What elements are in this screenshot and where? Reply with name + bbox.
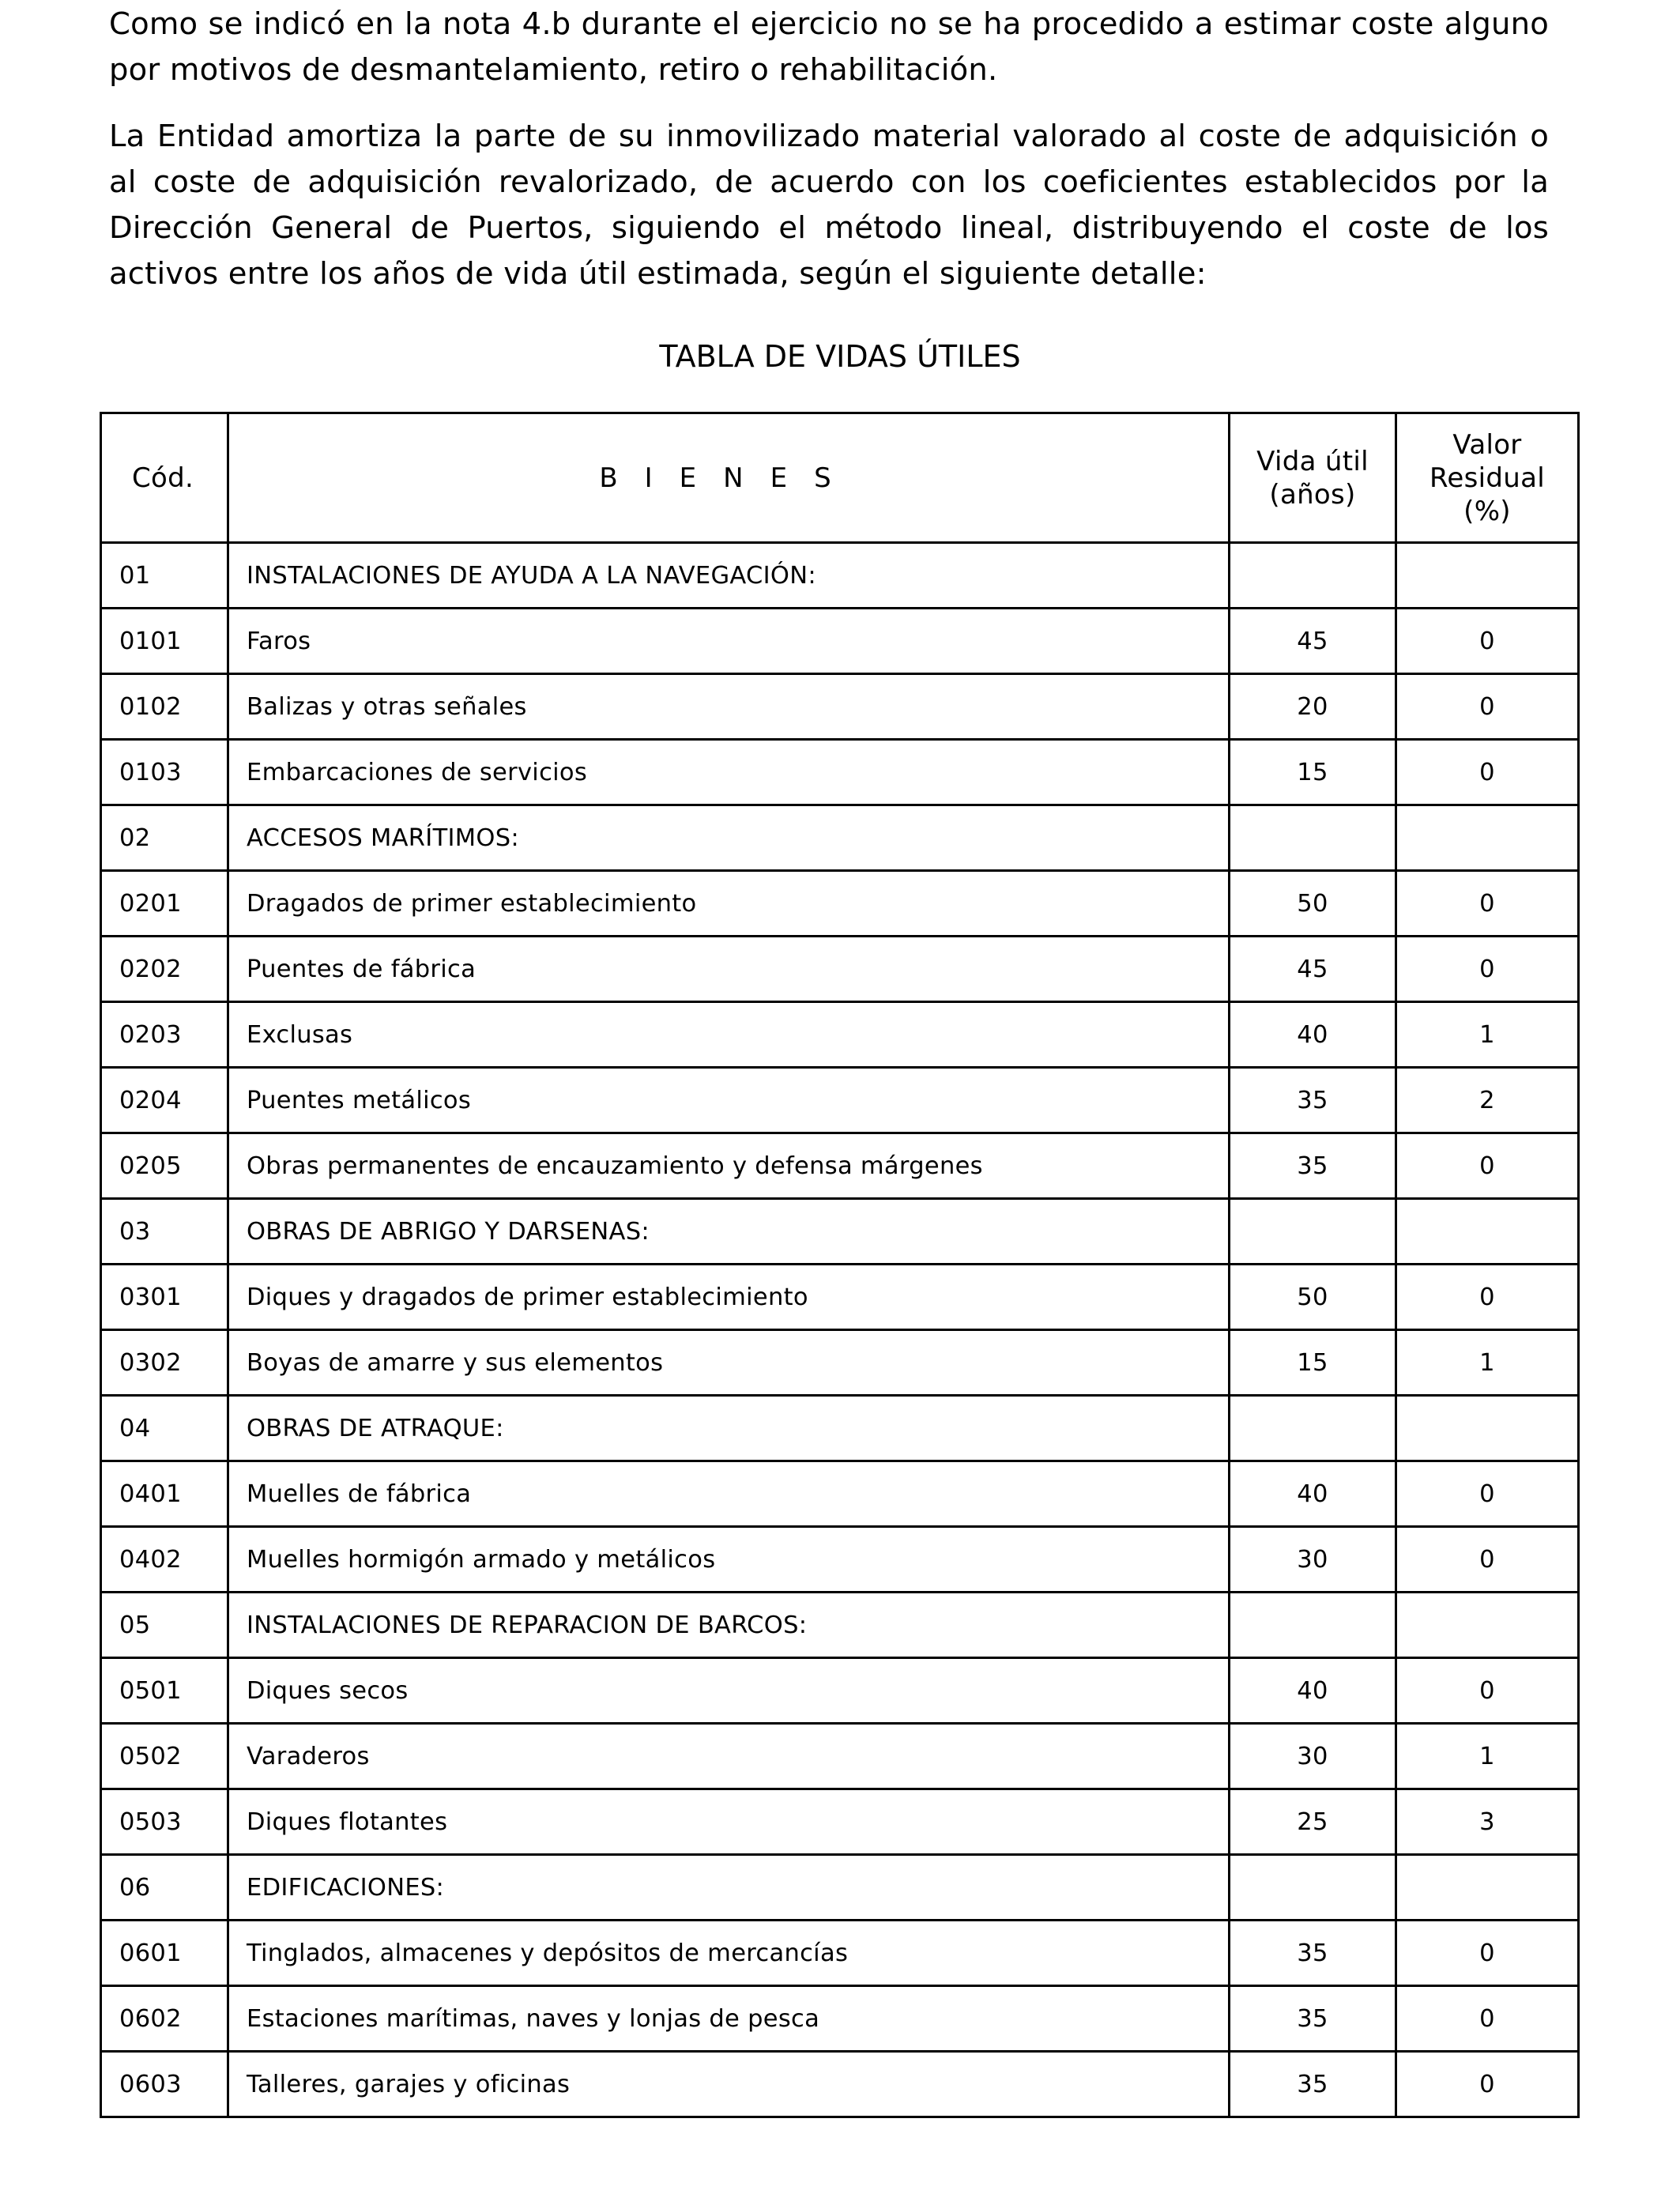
cell-bien: Exclusas (228, 1002, 1230, 1068)
header-bienes: BIENES (228, 413, 1230, 543)
cell-vida-util: 30 (1230, 1527, 1396, 1593)
cell-vida-util: 20 (1230, 674, 1396, 740)
cell-vida-util (1230, 805, 1396, 871)
table-row (101, 1265, 1579, 1330)
cell-vida-util: 45 (1230, 937, 1396, 1002)
cell-valor-residual: 0 (1396, 609, 1579, 674)
cell-bien: INSTALACIONES DE AYUDA A LA NAVEGACIÓN: (228, 543, 1230, 609)
table-row (101, 1658, 1579, 1724)
cell-cod: 01 (101, 543, 228, 609)
cell-bien: OBRAS DE ATRAQUE: (228, 1396, 1230, 1461)
cell-bien: Puentes de fábrica (228, 937, 1230, 1002)
cell-cod: 0203 (101, 1002, 228, 1068)
header-cod: Cód. (101, 413, 228, 543)
cell-bien: Balizas y otras señales (228, 674, 1230, 740)
table-row (101, 740, 1579, 805)
cell-cod: 0205 (101, 1133, 228, 1199)
cell-valor-residual (1396, 1855, 1579, 1921)
cell-valor-residual: 1 (1396, 1724, 1579, 1789)
table-row (101, 1133, 1579, 1199)
cell-cod: 0501 (101, 1658, 228, 1724)
table-row (101, 543, 1579, 609)
cell-bien: Obras permanentes de encauzamiento y defensa márgenes (228, 1133, 1230, 1199)
cell-cod: 0601 (101, 1921, 228, 1986)
cell-valor-residual (1396, 805, 1579, 871)
cell-bien: Puentes metálicos (228, 1068, 1230, 1133)
cell-vida-util: 35 (1230, 1921, 1396, 1986)
cell-valor-residual (1396, 1199, 1579, 1265)
cell-cod: 0401 (101, 1461, 228, 1527)
table-row (101, 2052, 1579, 2117)
table-title: TABLA DE VIDAS ÚTILES (659, 339, 1021, 374)
table-row (101, 1986, 1579, 2052)
cell-cod: 0201 (101, 871, 228, 937)
cell-valor-residual (1396, 543, 1579, 609)
table-row (101, 937, 1579, 1002)
cell-cod: 0301 (101, 1265, 228, 1330)
table-row (101, 1527, 1579, 1593)
paragraph-amortizacion: La Entidad amortiza la parte de su inmovilizado material valorado al coste de adquisición o al coste de adquisición revalorizado, de acuerdo con los coeficientes establecidos por la Dirección General de Puertos, siguiendo el método lineal, distribuyendo el coste de los activos entre los años de vida útil estimada, según el siguiente detalle: (109, 119, 1549, 292)
cell-bien: Tinglados, almacenes y depósitos de mercancías (228, 1921, 1230, 1986)
table-row (101, 609, 1579, 674)
cell-cod: 03 (101, 1199, 228, 1265)
cell-valor-residual: 0 (1396, 1265, 1579, 1330)
cell-bien: Diques y dragados de primer establecimiento (228, 1265, 1230, 1330)
cell-cod: 0502 (101, 1724, 228, 1789)
header-vida-util (1230, 413, 1396, 543)
cell-bien: Faros (228, 609, 1230, 674)
table-row (101, 1724, 1579, 1789)
table-row (101, 1068, 1579, 1133)
cell-bien: Talleres, garajes y oficinas (228, 2052, 1230, 2117)
cell-bien: Embarcaciones de servicios (228, 740, 1230, 805)
vidas-utiles-table (100, 412, 1580, 2118)
cell-valor-residual (1396, 1396, 1579, 1461)
cell-vida-util (1230, 1593, 1396, 1658)
header-residual-line2: Residual (1430, 462, 1545, 494)
table-row (101, 1855, 1579, 1921)
header-vida-line1: Vida útil (1256, 445, 1369, 477)
cell-bien: Muelles de fábrica (228, 1461, 1230, 1527)
cell-cod: 0402 (101, 1527, 228, 1593)
table-row (101, 1330, 1579, 1396)
table-row (101, 1593, 1579, 1658)
cell-valor-residual: 0 (1396, 674, 1579, 740)
cell-bien: Varaderos (228, 1724, 1230, 1789)
cell-cod: 0602 (101, 1986, 228, 2052)
table-row (101, 871, 1579, 937)
cell-bien: EDIFICACIONES: (228, 1855, 1230, 1921)
cell-cod: 0202 (101, 937, 228, 1002)
cell-valor-residual: 0 (1396, 1921, 1579, 1986)
cell-bien: Boyas de amarre y sus elementos (228, 1330, 1230, 1396)
cell-vida-util: 15 (1230, 740, 1396, 805)
header-row (101, 413, 1579, 543)
cell-vida-util: 15 (1230, 1330, 1396, 1396)
cell-cod: 0603 (101, 2052, 228, 2117)
cell-valor-residual: 0 (1396, 1461, 1579, 1527)
cell-bien: ACCESOS MARÍTIMOS: (228, 805, 1230, 871)
cell-cod: 06 (101, 1855, 228, 1921)
cell-bien: Diques secos (228, 1658, 1230, 1724)
cell-valor-residual: 0 (1396, 871, 1579, 937)
cell-valor-residual: 2 (1396, 1068, 1579, 1133)
cell-vida-util: 40 (1230, 1461, 1396, 1527)
cell-vida-util: 40 (1230, 1658, 1396, 1724)
cell-cod: 0101 (101, 609, 228, 674)
cell-vida-util: 40 (1230, 1002, 1396, 1068)
cell-valor-residual: 0 (1396, 1658, 1579, 1724)
cell-bien: Dragados de primer establecimiento (228, 871, 1230, 937)
cell-bien: Diques flotantes (228, 1789, 1230, 1855)
cell-vida-util: 25 (1230, 1789, 1396, 1855)
cell-vida-util: 30 (1230, 1724, 1396, 1789)
header-vida-line2: (años) (1269, 478, 1356, 511)
paragraph-desmantelamiento: Como se indicó en la nota 4.b durante el ejercicio no se ha procedido a estimar coste alguno por motivos de desmantelamiento, retiro o rehabilitación. (109, 6, 1549, 88)
cell-vida-util: 35 (1230, 1986, 1396, 2052)
cell-valor-residual: 0 (1396, 1133, 1579, 1199)
table-body (101, 543, 1579, 2117)
cell-vida-util (1230, 1396, 1396, 1461)
cell-valor-residual: 0 (1396, 1527, 1579, 1593)
table-row (101, 1789, 1579, 1855)
cell-valor-residual: 1 (1396, 1002, 1579, 1068)
cell-bien: OBRAS DE ABRIGO Y DARSENAS: (228, 1199, 1230, 1265)
cell-bien: Muelles hormigón armado y metálicos (228, 1527, 1230, 1593)
cell-vida-util (1230, 543, 1396, 609)
cell-cod: 0503 (101, 1789, 228, 1855)
header-residual-line3: (%) (1463, 495, 1511, 527)
cell-vida-util (1230, 1855, 1396, 1921)
cell-cod: 0204 (101, 1068, 228, 1133)
table-row (101, 1396, 1579, 1461)
cell-vida-util: 35 (1230, 1133, 1396, 1199)
table-header (101, 413, 1579, 543)
cell-bien: Estaciones marítimas, naves y lonjas de pesca (228, 1986, 1230, 2052)
cell-valor-residual: 3 (1396, 1789, 1579, 1855)
header-valor-residual (1396, 413, 1579, 543)
cell-valor-residual: 0 (1396, 1986, 1579, 2052)
cell-vida-util: 35 (1230, 2052, 1396, 2117)
table-row (101, 1002, 1579, 1068)
cell-valor-residual (1396, 1593, 1579, 1658)
cell-vida-util: 35 (1230, 1068, 1396, 1133)
cell-cod: 0302 (101, 1330, 228, 1396)
cell-vida-util: 45 (1230, 609, 1396, 674)
cell-vida-util: 50 (1230, 1265, 1396, 1330)
cell-bien: INSTALACIONES DE REPARACION DE BARCOS: (228, 1593, 1230, 1658)
cell-cod: 0102 (101, 674, 228, 740)
cell-cod: 0103 (101, 740, 228, 805)
cell-valor-residual: 0 (1396, 937, 1579, 1002)
table-row (101, 1461, 1579, 1527)
cell-cod: 05 (101, 1593, 228, 1658)
cell-cod: 04 (101, 1396, 228, 1461)
header-residual-line1: Valor (1452, 428, 1522, 461)
table-row (101, 1199, 1579, 1265)
table-row (101, 674, 1579, 740)
cell-vida-util (1230, 1199, 1396, 1265)
cell-valor-residual: 0 (1396, 2052, 1579, 2117)
cell-vida-util: 50 (1230, 871, 1396, 937)
table-row (101, 1921, 1579, 1986)
cell-cod: 02 (101, 805, 228, 871)
cell-valor-residual: 0 (1396, 740, 1579, 805)
cell-valor-residual: 1 (1396, 1330, 1579, 1396)
table-row (101, 805, 1579, 871)
